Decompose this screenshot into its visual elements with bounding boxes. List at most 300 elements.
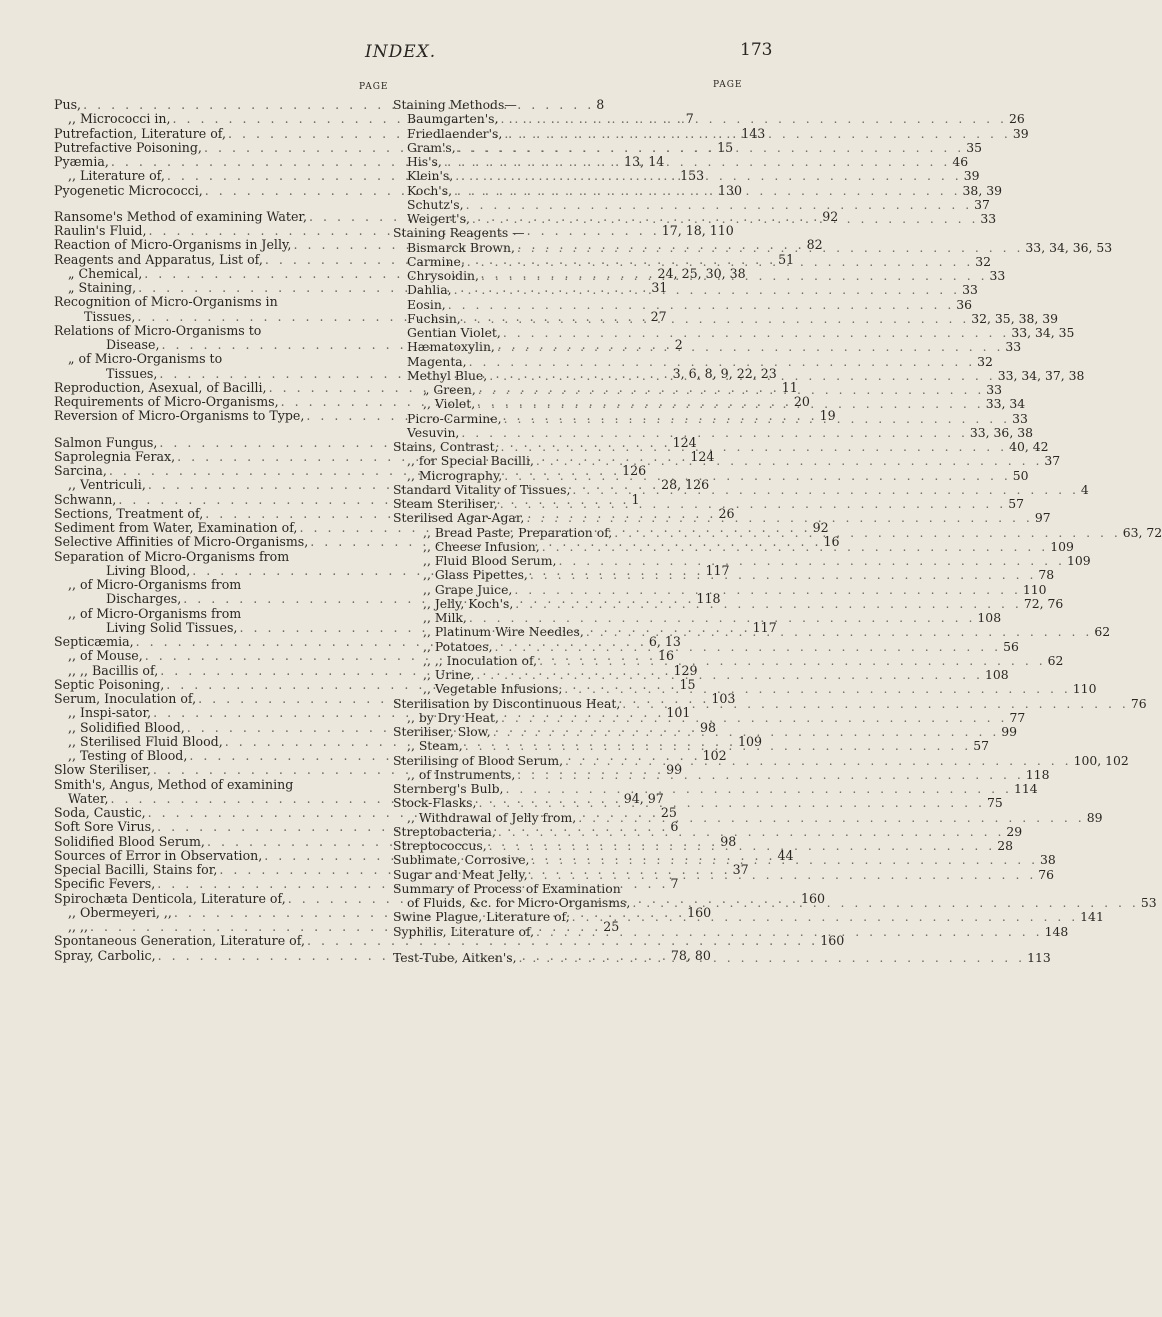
entry-label: ,, Micrococci in, (68, 111, 171, 127)
entry-page-ref: 92 (822, 208, 839, 224)
index-entry (393, 681, 1097, 697)
entry-label: Stains, Contrast, (393, 439, 499, 454)
index-entry (393, 325, 1075, 340)
entry-label: Magenta, (407, 353, 467, 369)
entry-page-ref: 33, 34, 36, 53 (1025, 239, 1113, 255)
leader-dots (502, 127, 1013, 141)
entry-page-ref: 160 (820, 933, 845, 949)
entry-label: Stock-Flasks, (393, 795, 477, 811)
entry-label: Sugar and Meat Jelly, (393, 866, 528, 882)
entry-page-ref: 108 (984, 667, 1009, 682)
entry-label: Sterilised Agar-Agar, (393, 510, 525, 526)
leader-dots (499, 711, 1010, 725)
entry-page-ref: 62 (1047, 652, 1064, 668)
entry-page-ref: 37 (732, 862, 749, 877)
entry-label: Weigert's, (407, 211, 470, 226)
entry-page-ref: 129 (673, 662, 698, 678)
index-entry (54, 778, 389, 792)
entry-label: ,, Inspi-sator, (68, 705, 152, 721)
entry-label: Sublimate, Corrosive, (393, 852, 530, 868)
leader-dots (442, 155, 953, 169)
entry-label: Schutz's, (407, 196, 464, 212)
leader-dots (487, 365, 998, 383)
leader-dots (452, 184, 963, 198)
entry-label: Reagents and Apparatus, List of, (54, 251, 263, 267)
entry-label: Putrefaction, Literature of, (54, 125, 227, 141)
index-entry (393, 709, 1026, 725)
entry-label: ,, Platinum Wire Needles, (423, 624, 584, 640)
entry-page-ref: 33 (1005, 339, 1022, 355)
entry-page-ref: 33 (986, 382, 1003, 397)
leader-dots (530, 853, 1041, 867)
entry-label: Spray, Carbolic, (54, 947, 156, 963)
index-entry (54, 324, 389, 338)
entry-label: Recognition of Micro-Organisms in (54, 294, 278, 310)
entry-label: Pyogenetic Micrococci, (54, 182, 203, 198)
entry-page-ref: 6, 13 (648, 634, 681, 649)
entry-label: ,, for Special Bacilli, (407, 453, 534, 469)
entry-page-ref: 6 (670, 819, 679, 835)
entry-label: Specific Fevers, (54, 876, 156, 892)
entry-label: „ Green, (423, 382, 476, 397)
entry-label: Staining Reagents — (393, 225, 525, 241)
entry-page-ref: 26 (718, 505, 735, 521)
index-entry (393, 752, 1129, 768)
index-entry (393, 223, 755, 241)
entry-label: Sarcina, (54, 463, 107, 478)
entry-page-ref: 102 (702, 748, 727, 763)
entry-page-ref: 33, 36, 38 (969, 424, 1033, 440)
entry-label: Relations of Micro-Organisms to (54, 322, 262, 338)
entry-label: Sterilisation by Discontinuous Heat, (393, 695, 621, 711)
entry-label: Smith's, Angus, Method of examining (54, 776, 294, 792)
leader-dots (515, 768, 1026, 782)
leader-dots (513, 597, 1024, 611)
entry-label: ,, Milk, (423, 610, 467, 625)
entry-label: ,, ,, (68, 919, 89, 934)
index-entry (393, 481, 1089, 497)
entry-page-ref: 1 (631, 491, 640, 507)
entry-label: Tissues, (84, 308, 136, 324)
entry-page-ref: 89 (1086, 809, 1103, 825)
leader-dots (446, 298, 957, 312)
entry-label: Saprolegnia Ferax, (54, 448, 176, 464)
entry-label: Hæmatoxylin, (407, 339, 495, 355)
leader-dots (496, 825, 1007, 839)
entry-label: Reproduction, Asexual, of Bacilli, (54, 379, 267, 395)
index-entry (393, 652, 1064, 668)
entry-page-ref: 153 (680, 168, 705, 184)
entry-page-ref: 109 (1050, 538, 1074, 554)
index-entry (393, 510, 1051, 526)
index-entry (393, 595, 1064, 611)
entry-page-ref: 98 (700, 719, 717, 735)
leader-dots (515, 241, 1026, 255)
index-entry (393, 154, 969, 169)
entry-page-ref: 17, 18, 110 (661, 223, 734, 238)
leader-dots (470, 208, 981, 226)
index-entry (393, 453, 1061, 469)
entry-label: Summary of Process of Examination (393, 880, 621, 896)
entry-page-ref: 32, 35, 38, 39 (971, 310, 1058, 326)
index-entry (393, 823, 1023, 839)
entry-page-ref: 160 (687, 904, 712, 920)
index-entry (393, 567, 1055, 583)
leader-dots (563, 754, 1074, 768)
entry-page-ref: 13, 14 (624, 154, 665, 169)
entry-label: Separation of Micro-Organisms from (54, 548, 290, 564)
entry-page-ref: 92 (812, 520, 829, 535)
index-entry (393, 424, 1033, 440)
entry-label: ,, Jelly, Koch's, (423, 595, 514, 611)
entry-label: ,, Steam, (407, 738, 463, 754)
leader-dots (465, 251, 976, 269)
entry-label: Vesuvin, (407, 424, 460, 440)
entry-label: ,, of Mouse, (68, 648, 143, 664)
entry-page-ref: 37 (1044, 453, 1061, 469)
index-entry (393, 923, 1069, 939)
entry-label: ,, Obermeyeri, ,, (68, 904, 172, 920)
entry-page-ref: 19 (819, 408, 836, 424)
entry-label: ,, ,, Inoculation of, (423, 652, 538, 668)
entry-page-ref: 72, 76 (1023, 595, 1064, 611)
entry-page-ref: 39 (1012, 125, 1029, 141)
entry-page-ref: 24, 25, 30, 38 (657, 265, 746, 281)
leader-dots (501, 326, 1012, 340)
leader-dots (476, 796, 987, 810)
entry-label: Septic Poisoning, (54, 676, 165, 692)
leader-dots (512, 583, 1023, 597)
entry-label: Dahlia, (407, 282, 452, 298)
page-title: INDEX. (365, 42, 437, 62)
entry-page-ref: 33, 34, 35 (1011, 325, 1075, 340)
entry-page-ref: 75 (987, 795, 1003, 811)
entry-page-ref: 78, 80 (670, 947, 711, 963)
entry-page-ref: 35 (966, 139, 982, 155)
entry-label: Requirements of Micro-Organisms, (54, 394, 279, 409)
leader-dots (537, 654, 1048, 668)
entry-label: Test-Tube, Aitken's, (393, 949, 517, 965)
page-column-label: PAGE (359, 82, 389, 92)
entry-page-ref: 99 (666, 762, 683, 778)
entry-label: Streptobacteria, (393, 823, 496, 839)
entry-label: ,, ,, Bacillis of, (68, 662, 159, 678)
entry-page-ref: 82 (806, 237, 823, 253)
leader-dots (630, 896, 1141, 910)
entry-page-ref: 31 (651, 280, 668, 295)
entry-page-ref: 33, 34 (985, 396, 1026, 412)
leader-dots (534, 925, 1045, 939)
entry-label: ,, Literature of, (68, 168, 165, 184)
entry-label: Living Solid Tissues, (106, 619, 238, 635)
entry-page-ref: 109 (1067, 553, 1091, 568)
leader-dots (467, 611, 978, 625)
entry-label: ,, of Micro-Organisms from (68, 605, 242, 621)
entry-page-ref: 78 (1038, 567, 1055, 583)
entry-page-ref: 57 (1008, 496, 1024, 511)
entry-page-ref: 2 (674, 337, 683, 352)
entry-page-ref: 26 (1009, 111, 1025, 127)
entry-page-ref: 37 (974, 196, 990, 212)
entry-label: Salmon Fungus, (54, 434, 158, 450)
entry-label: Solidified Blood Serum, (54, 833, 205, 849)
entry-label: ,, by Dry Heat, (407, 709, 499, 725)
entry-page-ref: 16 (823, 534, 840, 550)
entry-page-ref: 126 (622, 463, 647, 478)
leader-dots (459, 426, 970, 440)
index-entry (393, 296, 973, 312)
index-entry (393, 581, 1047, 597)
leader-dots (475, 394, 986, 411)
entry-label: Gram's, (407, 139, 456, 155)
entry-label: Pyæmia, (54, 154, 109, 169)
entry-page-ref: 7 (670, 876, 679, 892)
entry-page-ref: 117 (705, 562, 730, 578)
index-entry (393, 367, 1085, 383)
entry-page-ref: 33, 34, 37, 38 (997, 367, 1085, 383)
leader-dots (461, 308, 972, 326)
entry-page-ref: 44 (777, 847, 794, 863)
entry-label: Schwann, (54, 491, 117, 507)
entry-page-ref: 130 (717, 182, 743, 198)
index-entry (393, 139, 982, 155)
entry-page-ref: 39 (963, 168, 980, 184)
entry-page-ref: 77 (1009, 709, 1026, 725)
page-header (0, 42, 800, 66)
entry-page-ref: 33 (980, 211, 997, 226)
entry-label: Sources of Error in Observation, (54, 847, 263, 863)
leader-dots (495, 337, 1006, 354)
entry-page-ref: 25 (603, 919, 620, 934)
entry-label: Steriliser, Slow, (393, 724, 491, 739)
leader-dots (534, 454, 1045, 468)
entry-label: Syphilis, Literature of, (393, 923, 535, 939)
entry-page-ref: 109 (737, 733, 762, 749)
leader-dots (474, 668, 985, 682)
entry-page-ref: 118 (696, 591, 721, 607)
index-entry (393, 795, 1003, 811)
leader-dots (487, 839, 998, 853)
leader-dots (502, 412, 1013, 426)
entry-label: Special Bacilli, Stains for, (54, 862, 218, 877)
leader-dots (452, 280, 963, 297)
index-entry (393, 695, 1147, 711)
leader-dots (493, 640, 1004, 654)
entry-page-ref: 4 (1080, 481, 1089, 497)
index-entry (393, 182, 1002, 198)
index-entry (393, 337, 1022, 355)
entry-label: ,, Withdrawal of Jelly from, (407, 809, 577, 825)
index-entry (393, 866, 1055, 882)
entry-label: Koch's, (407, 182, 453, 198)
entry-page-ref: 100, 102 (1073, 752, 1129, 768)
entry-label: ,, Urine, (423, 667, 475, 682)
entry-label: Spontaneous Generation, Literature of, (54, 933, 305, 949)
entry-page-ref: 28, 126 (661, 477, 710, 493)
entry-page-ref: 46 (952, 154, 969, 169)
index-entry (393, 766, 1050, 782)
entry-label: Sternberg's Bulb, (393, 781, 504, 796)
entry-label: Putrefactive Poisoning, (54, 139, 202, 155)
entry-page-ref: 76 (1130, 695, 1147, 711)
entry-page-ref: 40, 42 (1009, 439, 1049, 454)
entry-label: Friedlaender's, (407, 125, 503, 141)
leader-dots (467, 355, 978, 369)
leader-dots (556, 554, 1067, 568)
entry-label: His's, (407, 154, 442, 169)
entry-label: Fuchsin, (407, 310, 461, 326)
entry-page-ref: 99 (1001, 724, 1018, 739)
index-entry (54, 295, 389, 309)
leader-dots (562, 682, 1073, 696)
entry-label: Sterilising of Blood Serum, (393, 752, 564, 768)
index-entry (393, 724, 1018, 739)
entry-label: ,, Micrography, (407, 467, 503, 483)
entry-label: Sections, Treatment of, (54, 505, 204, 521)
entry-label: Reversion of Micro-Organisms to Type, (54, 408, 305, 424)
entry-label: ,, of Micro-Organisms from (68, 577, 242, 592)
page-column-label: PAGE (713, 80, 743, 90)
index-entry (54, 578, 389, 592)
index-entry (393, 838, 1013, 853)
page-number: 173 (740, 40, 773, 60)
entry-label: Living Blood, (106, 562, 191, 578)
entry-page-ref: 51 (778, 251, 795, 267)
entry-page-ref: 117 (752, 619, 777, 635)
index-entry (393, 667, 1009, 682)
entry-label: Bismarck Brown, (407, 239, 515, 255)
entry-page-ref: 143 (741, 125, 766, 141)
entry-page-ref: 113 (1027, 949, 1051, 965)
entry-page-ref: 57 (973, 738, 990, 754)
entry-label: ,, Sterilised Fluid Blood, (68, 733, 223, 749)
entry-page-ref: 124 (672, 434, 697, 450)
index-entry (393, 280, 978, 298)
leader-dots (464, 198, 975, 212)
index-entry (393, 467, 1029, 483)
entry-label: Water, (68, 790, 109, 806)
entry-page-ref: 103 (711, 691, 736, 706)
entry-page-ref: 101 (666, 705, 691, 721)
entry-label: Raulin's Fluid, (54, 223, 147, 238)
entry-label: ,, Ventriculi, (68, 477, 146, 493)
leader-dots (576, 811, 1087, 825)
index-entry (54, 933, 845, 949)
entry-label: Standard Vitality of Tissues, (393, 481, 571, 497)
leader-dots (491, 725, 1002, 739)
entry-page-ref: 110 (1072, 681, 1097, 697)
index-entry (393, 809, 1103, 825)
entry-page-ref: 29 (1006, 823, 1023, 839)
entry-label: Pus, (54, 97, 82, 112)
index-entry (393, 638, 1019, 654)
leader-dots (498, 497, 1009, 511)
entry-label: Reaction of Micro-Organisms in Jelly, (54, 237, 292, 253)
leader-dots (570, 483, 1081, 497)
entry-label: Swine Plague, Literature of, (393, 909, 570, 925)
entry-label: Gentian Violet, (407, 325, 501, 340)
section-gap (393, 939, 755, 951)
leader-dots (453, 169, 964, 183)
entry-label: „ Staining, (68, 280, 137, 295)
entry-label: ,, Bread Paste, Preparation of, (423, 524, 613, 540)
entry-label: Chrysoidin, (407, 268, 479, 283)
entry-label: Serum, Inoculation of, (54, 691, 197, 706)
entry-page-ref: 25 (660, 805, 677, 820)
index-entry (393, 610, 1002, 625)
entry-page-ref: 7 (685, 111, 694, 127)
entry-label: Tissues, (106, 365, 158, 381)
entry-label: Selective Affinities of Micro-Organisms, (54, 534, 309, 550)
entry-page-ref: 160 (800, 890, 825, 906)
entry-page-ref: 50 (1012, 467, 1029, 483)
entry-label: „ Chemical, (68, 265, 143, 281)
entry-label: Discharges, (106, 591, 182, 607)
index-entry (393, 553, 1091, 568)
entry-label: ,, Violet, (423, 396, 476, 412)
entry-page-ref: 33 (989, 268, 1006, 283)
leader-dots (570, 910, 1081, 924)
leader-dots (540, 540, 1051, 554)
entry-label: ,, Testing of Blood, (68, 748, 188, 763)
leader-dots (524, 511, 1035, 525)
index-entry (54, 550, 389, 564)
index-entry (393, 947, 1051, 965)
entry-page-ref: 108 (977, 610, 1002, 625)
entry-page-ref: 15 (679, 676, 696, 692)
entry-label: Disease, (106, 337, 160, 352)
index-entry (393, 308, 1058, 326)
entry-page-ref: 32 (977, 353, 993, 369)
entry-label: Baumgarten's, (407, 111, 499, 127)
entry-page-ref: 94, 97 (623, 790, 664, 806)
entry-label: ,, Vegetable Infusions, (423, 681, 563, 697)
entry-page-ref: 97 (1034, 510, 1051, 526)
entry-label: ,, Grape Juice, (423, 581, 513, 597)
entry-label: Staining Methods— (393, 97, 517, 112)
entry-page-ref: 53 (1140, 895, 1157, 910)
entry-page-ref: 62 (1094, 624, 1111, 640)
index-entry (54, 352, 389, 366)
entry-page-ref: 76 (1038, 866, 1055, 882)
entry-page-ref: 110 (1022, 581, 1047, 597)
leader-dots (479, 265, 990, 283)
entry-page-ref: 114 (1013, 781, 1038, 796)
leader-dots (620, 697, 1131, 711)
entry-page-ref: 3, 6, 8, 9, 22, 23 (672, 365, 777, 381)
index-entry (393, 882, 755, 896)
entry-page-ref: 28 (997, 838, 1013, 853)
index-entry (393, 196, 990, 212)
entry-label: Carmine, (407, 253, 465, 269)
entry-page-ref: 33 (962, 282, 978, 298)
entry-page-ref: 15 (717, 139, 734, 155)
index-entry (393, 265, 1006, 283)
index-entry (54, 607, 389, 621)
entry-page-ref: 38 (1040, 852, 1056, 868)
leader-dots (498, 112, 1009, 126)
leader-dots (503, 782, 1014, 796)
index-entry (393, 98, 755, 112)
entry-page-ref: 11 (781, 379, 798, 395)
entry-page-ref: 56 (1003, 638, 1019, 654)
index-entry (393, 909, 1104, 925)
entry-label: Septicæmia, (54, 634, 134, 649)
entry-label: Ransome's Method of examining Water, (54, 208, 308, 224)
entry-page-ref: 118 (1025, 766, 1050, 782)
entry-label: ,, Glass Pipettes, (423, 567, 528, 583)
leader-dots (528, 868, 1039, 882)
